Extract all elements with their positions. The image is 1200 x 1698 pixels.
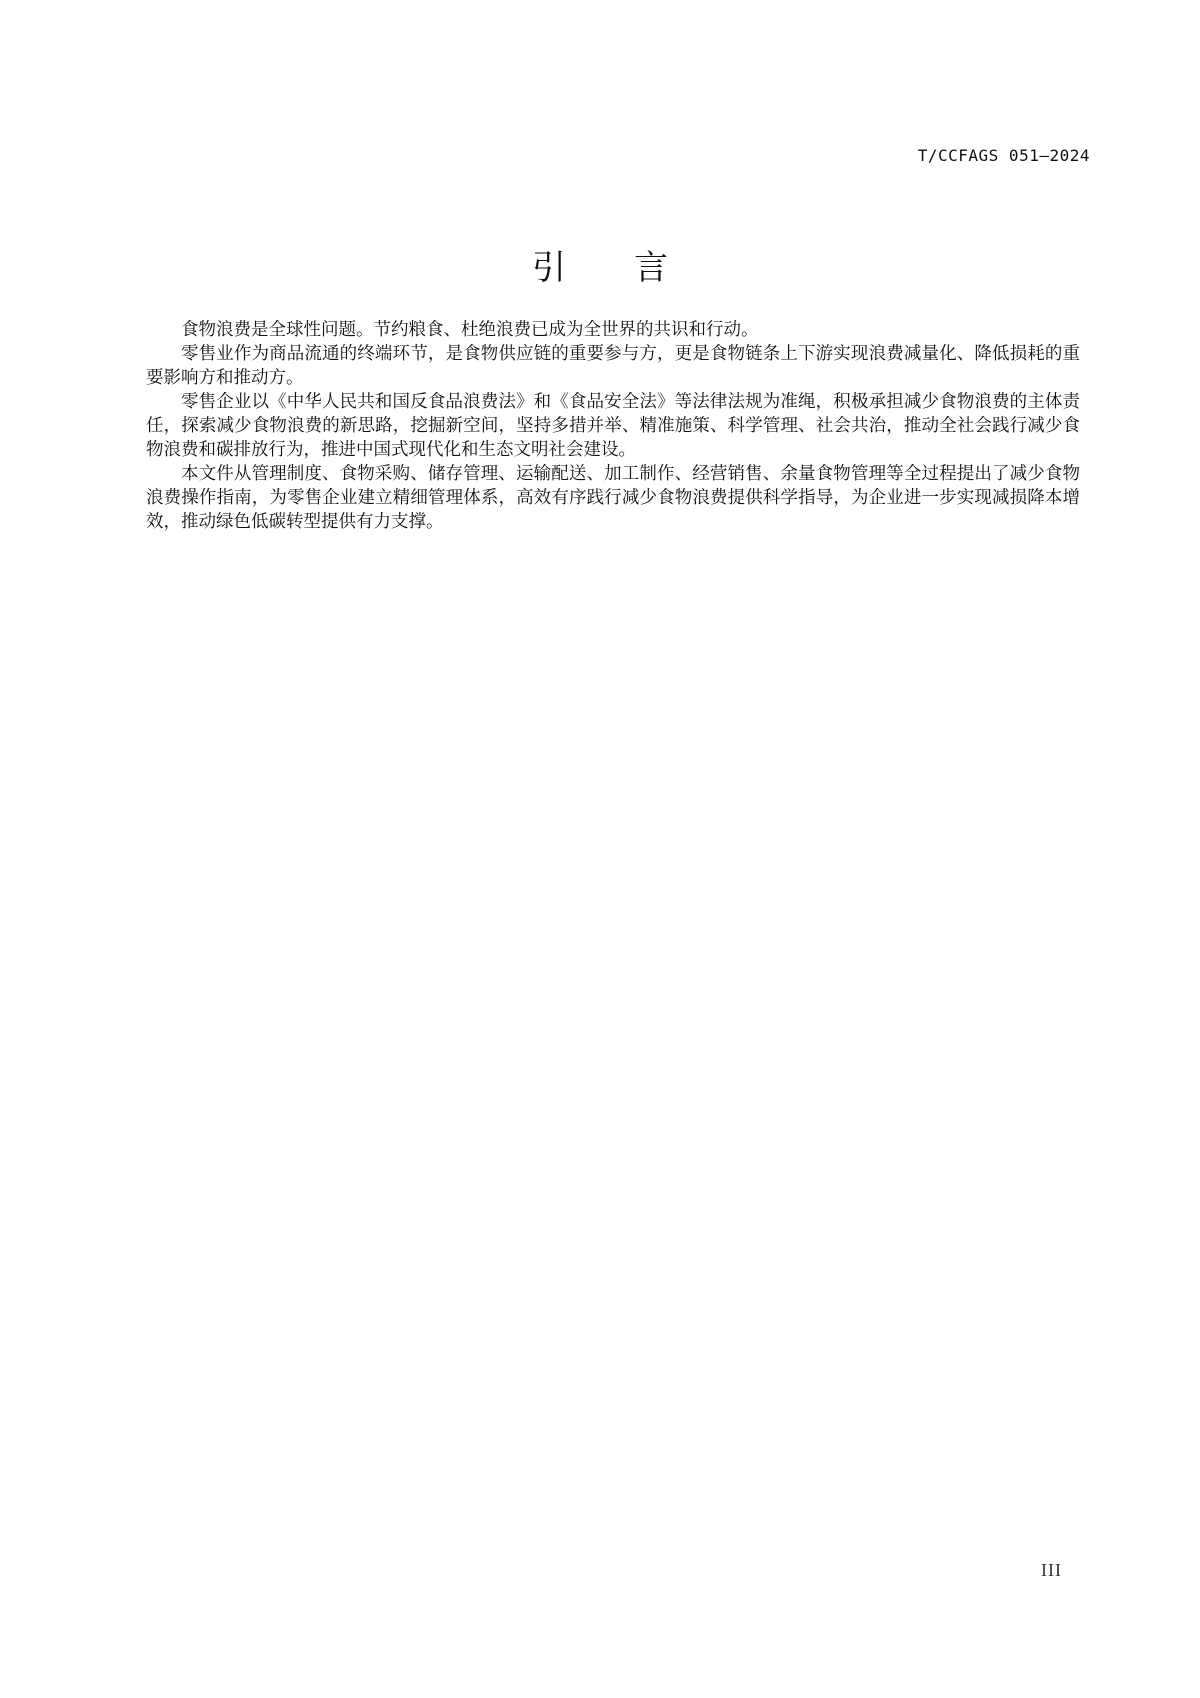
paragraph: 本文件从管理制度、食物采购、储存管理、运输配送、加工制作、经营销售、余量食物管理等全过程提出了减少食物浪费操作指南，为零售企业建立精细管理体系，高效有序践行减少食物浪费提供科学指导，为企业进一步实现减损降本增效，推动绿色低碳转型提供有力支撑。 xyxy=(146,464,1080,532)
page-number: III xyxy=(1041,1560,1062,1580)
page-title: 引 言 xyxy=(532,248,668,288)
introduction-body xyxy=(146,318,1080,534)
paragraph: 食物浪费是全球性问题。节约粮食、杜绝浪费已成为全世界的共识和行动。 xyxy=(181,320,759,340)
standard-code: T/CCFAGS 051—2024 xyxy=(917,146,1090,165)
paragraph: 零售业作为商品流通的终端环节，是食物供应链的重要参与方，更是食物链条上下游实现浪费减量化、降低损耗的重要影响方和推动方。 xyxy=(146,344,1080,388)
paragraph: 零售企业以《中华人民共和国反食品浪费法》和《食品安全法》等法律法规为准绳，积极承担减少食物浪费的主体责任，探索减少食物浪费的新思路，挖掘新空间，坚持多措并举、精准施策、科学管理、社会共治，推动全社会践行减少食物浪费和碳排放行为，推进中国式现代化和生态文明社会建设。 xyxy=(146,392,1080,460)
